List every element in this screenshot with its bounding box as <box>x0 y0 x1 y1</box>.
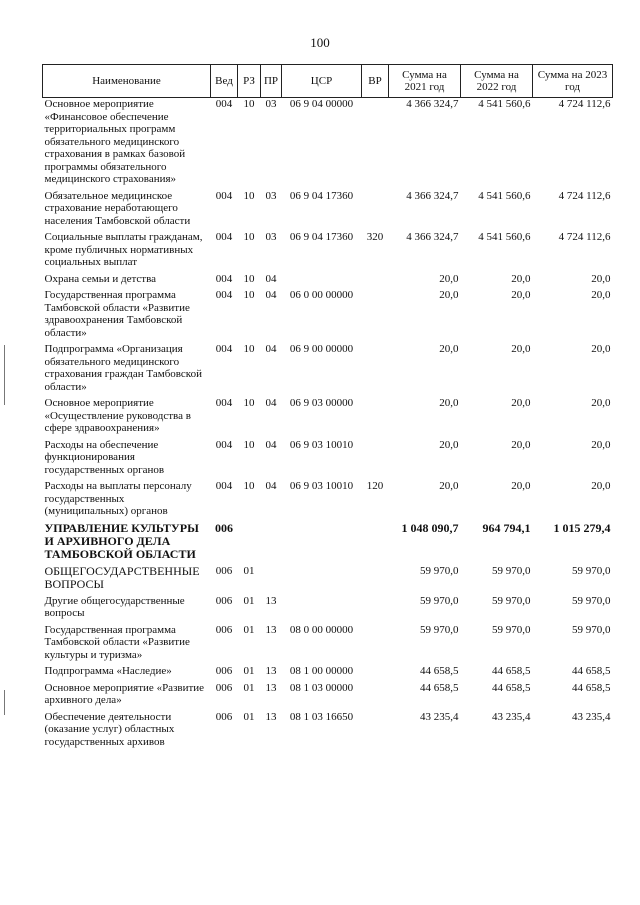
row-pr: 13 <box>265 710 277 723</box>
row-rz: 01 <box>243 623 255 636</box>
row-csr: 06 9 03 10010 <box>289 438 354 451</box>
row-rz: 10 <box>243 480 255 492</box>
row-csr <box>282 565 362 595</box>
row-rz <box>238 522 261 565</box>
header-pr: ПР <box>261 65 282 98</box>
row-sum-2023: 59 970,0 <box>572 564 611 577</box>
row-csr: 08 0 00 00000 <box>289 623 354 636</box>
row-sum-2022: 44 658,5 <box>492 681 531 694</box>
row-csr: 06 9 03 00000 <box>289 397 354 409</box>
row-sum-2021: 20,0 <box>439 343 459 355</box>
row-sum-2021: 44 658,5 <box>420 665 459 677</box>
row-csr: 06 9 00 00000 <box>289 343 354 355</box>
row-vr <box>362 682 389 711</box>
row-pr: 03 <box>265 231 277 243</box>
row-vr <box>362 343 389 397</box>
row-sum-2023: 44 658,5 <box>572 681 611 694</box>
row-sum-2022: 4 541 560,6 <box>478 231 531 243</box>
row-csr: 08 1 03 00000 <box>289 681 354 694</box>
table-header-row <box>43 65 613 98</box>
row-name: Основное мероприятие «Финансовое обеспечение территориальных программ обязательного медицинского страхования в рамках базовой программы обязательного медицинского страхования» <box>44 98 186 185</box>
row-sum-2022: 20,0 <box>511 480 531 492</box>
row-ved: 006 <box>215 710 233 723</box>
row-pr: 04 <box>265 289 277 301</box>
row-csr: 06 9 04 00000 <box>289 98 354 110</box>
row-name: Подпрограмма «Организация обязательного медицинского страхования граждан Тамбовской области» <box>44 343 202 393</box>
row-pr: 04 <box>265 438 277 451</box>
row-csr <box>282 273 362 290</box>
row-sum-2021: 1 048 090,7 <box>401 520 459 535</box>
row-pr <box>261 565 282 595</box>
row-sum-2022: 20,0 <box>511 343 531 355</box>
table-row <box>43 231 613 273</box>
header-csr: ЦСР <box>282 65 362 98</box>
row-sum-2022: 59 970,0 <box>492 564 531 577</box>
row-ved: 006 <box>215 681 233 694</box>
row-name: Обеспечение деятельности (оказание услуг) областных государственных архивов <box>44 710 175 748</box>
table-row <box>43 343 613 397</box>
row-name: Расходы на выплаты персоналу государственных (муниципальных) органов <box>44 480 192 517</box>
row-sum-2021: 20,0 <box>439 480 459 492</box>
row-pr <box>261 522 282 565</box>
row-ved: 006 <box>215 623 233 636</box>
row-rz: 10 <box>243 289 255 301</box>
page-number: 100 <box>310 35 330 50</box>
header-vr: ВР <box>362 65 389 98</box>
row-sum-2021: 4 366 324,7 <box>406 189 459 202</box>
row-vr <box>362 273 389 290</box>
header-rz: РЗ <box>238 65 261 98</box>
table-row <box>43 289 613 343</box>
row-ved: 006 <box>215 665 233 677</box>
row-name: Подпрограмма «Наследие» <box>44 665 172 677</box>
row-csr: 06 9 03 10010 <box>289 480 354 492</box>
row-sum-2022: 59 970,0 <box>492 594 531 607</box>
row-name: ОБЩЕГОСУДАРСТВЕННЫЕ ВОПРОСЫ <box>44 563 200 591</box>
row-csr: 06 9 04 17360 <box>289 189 354 202</box>
row-name: Охрана семьи и детства <box>44 272 157 285</box>
row-sum-2022: 4 541 560,6 <box>478 189 531 202</box>
row-sum-2022: 20,0 <box>511 397 531 409</box>
row-sum-2023: 4 724 112,6 <box>558 98 611 110</box>
row-ved: 004 <box>215 189 233 202</box>
table-row <box>43 682 613 711</box>
row-sum-2021: 20,0 <box>439 272 459 285</box>
row-pr: 13 <box>265 681 277 694</box>
row-sum-2021: 59 970,0 <box>420 594 459 607</box>
row-sum-2023: 20,0 <box>591 343 611 355</box>
row-pr: 04 <box>265 397 277 409</box>
table-row <box>43 522 613 565</box>
row-pr: 03 <box>265 98 277 110</box>
row-ved: 004 <box>215 343 233 355</box>
row-csr: 06 9 04 17360 <box>289 231 354 243</box>
row-sum-2021: 4 366 324,7 <box>406 231 459 243</box>
header-ved: Вед <box>211 65 238 98</box>
row-rz: 01 <box>243 564 255 577</box>
row-name: Другие общегосударственные вопросы <box>44 594 185 619</box>
row-pr: 04 <box>265 480 277 492</box>
row-sum-2021: 59 970,0 <box>420 564 459 577</box>
row-csr: 08 1 03 16650 <box>289 710 354 723</box>
row-name: Основное мероприятие «Развитие архивного дела» <box>44 681 205 706</box>
row-rz: 10 <box>243 98 255 110</box>
row-sum-2023: 59 970,0 <box>572 623 611 636</box>
row-pr: 04 <box>265 272 277 285</box>
table-row <box>43 565 613 595</box>
row-ved: 006 <box>215 594 233 607</box>
row-sum-2021: 20,0 <box>439 438 459 451</box>
table-row <box>43 98 613 190</box>
table-row <box>43 665 613 682</box>
row-rz: 01 <box>243 681 255 694</box>
row-sum-2022: 43 235,4 <box>492 710 531 723</box>
row-sum-2022: 20,0 <box>511 438 531 451</box>
row-pr: 13 <box>265 623 277 636</box>
row-csr <box>282 595 362 624</box>
row-sum-2022: 20,0 <box>511 289 531 301</box>
row-sum-2022: 20,0 <box>511 272 531 285</box>
row-rz: 10 <box>243 189 255 202</box>
row-sum-2021: 44 658,5 <box>420 681 459 694</box>
row-sum-2022: 59 970,0 <box>492 623 531 636</box>
row-sum-2023: 4 724 112,6 <box>558 189 611 202</box>
header-name: Наименование <box>43 65 211 98</box>
header-sum-2021: Сумма на 2021 год <box>389 65 461 98</box>
row-rz: 10 <box>243 438 255 451</box>
table-row <box>43 190 613 232</box>
row-sum-2023: 43 235,4 <box>572 710 611 723</box>
row-sum-2021: 20,0 <box>439 289 459 301</box>
budget-table <box>42 64 613 752</box>
row-name: Обязательное медицинское страхование неработающего населения Тамбовской области <box>44 189 191 227</box>
row-sum-2021: 4 366 324,7 <box>406 98 459 110</box>
table-body <box>43 98 613 753</box>
row-name: Социальные выплаты гражданам, кроме публичных нормативных социальных выплат <box>44 231 203 268</box>
row-vr <box>362 397 389 439</box>
row-vr <box>362 565 389 595</box>
row-rz: 10 <box>243 343 255 355</box>
row-pr: 04 <box>265 343 277 355</box>
row-sum-2023: 44 658,5 <box>572 665 611 677</box>
row-sum-2023: 20,0 <box>591 438 611 451</box>
row-vr <box>362 665 389 682</box>
row-csr: 08 1 00 00000 <box>289 665 354 677</box>
row-rz: 01 <box>243 710 255 723</box>
row-ved: 004 <box>215 438 233 451</box>
row-ved: 004 <box>215 397 233 409</box>
row-sum-2022: 4 541 560,6 <box>478 98 531 110</box>
row-csr <box>282 522 362 565</box>
table-row <box>43 480 613 522</box>
row-ved: 006 <box>215 564 233 577</box>
row-vr <box>362 289 389 343</box>
row-name: Основное мероприятие «Осуществление руководства в сфере здравоохранения» <box>44 397 191 434</box>
row-sum-2023: 20,0 <box>591 397 611 409</box>
row-ved: 004 <box>215 272 233 285</box>
row-name: Государственная программа Тамбовской области «Развитие культуры и туризма» <box>44 623 190 661</box>
row-rz: 01 <box>243 594 255 607</box>
row-rz: 10 <box>243 272 255 285</box>
scan-margin-line <box>4 690 5 715</box>
row-vr <box>362 595 389 624</box>
row-csr: 06 0 00 00000 <box>289 289 354 301</box>
row-sum-2023: 4 724 112,6 <box>558 231 611 243</box>
row-name: УПРАВЛЕНИЕ КУЛЬТУРЫ И АРХИВНОГО ДЕЛА ТАМБОВСКОЙ ОБЛАСТИ <box>44 520 199 561</box>
row-vr <box>362 190 389 232</box>
row-pr: 13 <box>265 594 277 607</box>
row-name: Расходы на обеспечение функционирования государственных органов <box>44 438 165 476</box>
row-rz: 01 <box>243 665 255 677</box>
row-name: Государственная программа Тамбовской области «Развитие здравоохранения Тамбовской области» <box>44 289 190 339</box>
row-vr: 320 <box>366 231 384 243</box>
row-sum-2021: 43 235,4 <box>420 710 459 723</box>
table-row <box>43 595 613 624</box>
row-ved: 004 <box>215 98 233 110</box>
table-row <box>43 624 613 666</box>
row-vr <box>362 711 389 753</box>
row-vr: 120 <box>366 480 384 492</box>
scan-margin-line <box>4 345 5 405</box>
table-row <box>43 711 613 753</box>
table-row <box>43 273 613 290</box>
row-vr <box>362 98 389 190</box>
row-sum-2022: 964 794,1 <box>482 520 531 535</box>
row-rz: 10 <box>243 397 255 409</box>
header-sum-2023: Сумма на 2023 год <box>533 65 613 98</box>
row-ved: 004 <box>215 289 233 301</box>
row-sum-2023: 20,0 <box>591 480 611 492</box>
table-row <box>43 439 613 481</box>
row-pr: 03 <box>265 189 277 202</box>
row-ved: 006 <box>215 520 233 535</box>
row-sum-2023: 20,0 <box>591 272 611 285</box>
row-vr <box>362 522 389 565</box>
row-ved: 004 <box>215 231 233 243</box>
row-vr <box>362 624 389 666</box>
table-row <box>43 397 613 439</box>
row-sum-2023: 1 015 279,4 <box>553 520 611 535</box>
row-sum-2023: 20,0 <box>591 289 611 301</box>
row-sum-2023: 59 970,0 <box>572 594 611 607</box>
row-vr <box>362 439 389 481</box>
row-sum-2021: 20,0 <box>439 397 459 409</box>
row-pr: 13 <box>265 665 277 677</box>
row-ved: 004 <box>215 480 233 492</box>
row-sum-2022: 44 658,5 <box>492 665 531 677</box>
header-sum-2022: Сумма на 2022 год <box>461 65 533 98</box>
row-sum-2021: 59 970,0 <box>420 623 459 636</box>
row-rz: 10 <box>243 231 255 243</box>
